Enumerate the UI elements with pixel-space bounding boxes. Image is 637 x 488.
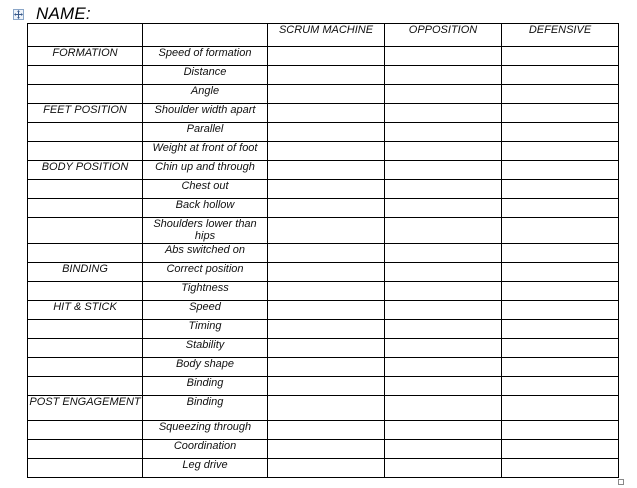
table-row	[28, 218, 619, 244]
item-cell	[143, 377, 268, 396]
opposition-cell[interactable]	[385, 377, 502, 396]
opposition-cell[interactable]	[385, 301, 502, 320]
opposition-cell[interactable]	[385, 47, 502, 66]
defensive-cell[interactable]	[502, 377, 619, 396]
item-cell	[143, 180, 268, 199]
category-cell	[28, 142, 143, 161]
category-cell-text: BODY POSITION	[41, 161, 129, 173]
opposition-cell[interactable]	[385, 320, 502, 339]
table-row	[28, 263, 619, 282]
table-row	[28, 301, 619, 320]
opposition-cell[interactable]	[385, 459, 502, 478]
defensive-cell[interactable]	[502, 320, 619, 339]
scrum-machine-cell[interactable]	[268, 218, 385, 244]
item-cell	[143, 47, 268, 66]
table-row	[28, 244, 619, 263]
category-cell-text: HIT & STICK	[53, 301, 117, 313]
table-row	[28, 396, 619, 421]
item-cell-text: Back hollow	[175, 199, 235, 211]
scrum-machine-cell[interactable]	[268, 320, 385, 339]
opposition-cell[interactable]	[385, 263, 502, 282]
defensive-cell[interactable]	[502, 47, 619, 66]
table-row	[28, 85, 619, 104]
opposition-cell[interactable]	[385, 180, 502, 199]
item-cell-text: Shoulders lower than hips	[153, 218, 257, 242]
table-row	[28, 377, 619, 396]
defensive-cell[interactable]	[502, 339, 619, 358]
item-cell	[143, 104, 268, 123]
item-cell-text: Tightness	[181, 282, 229, 294]
item-cell-text: Shoulder width apart	[154, 104, 256, 116]
table-row	[28, 104, 619, 123]
header-defensive: DEFENSIVE	[502, 24, 619, 47]
table-move-handle-icon[interactable]	[13, 9, 24, 20]
defensive-cell[interactable]	[502, 358, 619, 377]
category-cell	[28, 396, 143, 421]
item-cell-text: Stability	[185, 339, 225, 351]
item-cell	[143, 244, 268, 263]
opposition-cell[interactable]	[385, 358, 502, 377]
opposition-cell[interactable]	[385, 66, 502, 85]
item-cell	[143, 440, 268, 459]
opposition-cell[interactable]	[385, 244, 502, 263]
item-cell-text: Abs switched on	[164, 244, 246, 256]
defensive-cell[interactable]	[502, 142, 619, 161]
opposition-cell[interactable]	[385, 123, 502, 142]
table-row	[28, 339, 619, 358]
category-cell-text: BINDING	[62, 263, 108, 275]
defensive-cell[interactable]	[502, 440, 619, 459]
item-cell	[143, 396, 268, 421]
defensive-cell[interactable]	[502, 263, 619, 282]
item-cell	[143, 161, 268, 180]
item-cell	[143, 358, 268, 377]
scrum-machine-cell[interactable]	[268, 421, 385, 440]
item-cell	[143, 459, 268, 478]
category-cell	[28, 161, 143, 180]
category-cell	[28, 244, 143, 263]
category-cell	[28, 263, 143, 282]
category-cell	[28, 377, 143, 396]
defensive-cell[interactable]	[502, 396, 619, 421]
item-cell-text: Squeezing through	[158, 421, 252, 433]
scrum-machine-cell[interactable]	[268, 440, 385, 459]
category-cell	[28, 47, 143, 66]
opposition-cell[interactable]	[385, 396, 502, 421]
category-cell	[28, 104, 143, 123]
category-cell	[28, 421, 143, 440]
item-cell-text: Weight at front of foot	[152, 142, 258, 154]
category-cell-text: FORMATION	[52, 47, 118, 59]
category-cell	[28, 85, 143, 104]
category-cell	[28, 301, 143, 320]
scrum-machine-cell[interactable]	[268, 180, 385, 199]
item-cell	[143, 339, 268, 358]
table-row	[28, 142, 619, 161]
scrum-machine-cell[interactable]	[268, 263, 385, 282]
item-cell-text: Parallel	[186, 123, 224, 135]
item-cell	[143, 320, 268, 339]
table-row	[28, 66, 619, 85]
category-cell	[28, 358, 143, 377]
scrum-machine-cell[interactable]	[268, 142, 385, 161]
item-cell-text: Speed	[189, 301, 221, 313]
opposition-cell[interactable]	[385, 199, 502, 218]
category-cell	[28, 199, 143, 218]
table-row	[28, 440, 619, 459]
scrum-machine-cell[interactable]	[268, 282, 385, 301]
scrum-machine-cell[interactable]	[268, 161, 385, 180]
item-cell	[143, 85, 268, 104]
table-resize-handle-icon[interactable]	[618, 479, 624, 485]
table-row	[28, 282, 619, 301]
item-cell-text: Leg drive	[182, 459, 228, 471]
header-scrum-machine: SCRUM MACHINE	[268, 24, 385, 47]
category-cell	[28, 66, 143, 85]
item-cell-text: Body shape	[175, 358, 235, 370]
defensive-cell[interactable]	[502, 161, 619, 180]
defensive-cell[interactable]	[502, 85, 619, 104]
opposition-cell[interactable]	[385, 161, 502, 180]
header-row	[28, 24, 619, 47]
defensive-cell[interactable]	[502, 104, 619, 123]
header-item	[143, 24, 268, 47]
table-row	[28, 180, 619, 199]
opposition-cell[interactable]	[385, 218, 502, 244]
scrum-machine-cell[interactable]	[268, 66, 385, 85]
category-cell	[28, 282, 143, 301]
defensive-cell[interactable]	[502, 218, 619, 244]
header-category	[28, 24, 143, 47]
opposition-cell[interactable]	[385, 85, 502, 104]
table-row	[28, 459, 619, 478]
item-cell-text: Correct position	[166, 263, 244, 275]
category-cell	[28, 123, 143, 142]
item-cell	[143, 218, 268, 244]
item-cell	[143, 123, 268, 142]
category-cell	[28, 339, 143, 358]
defensive-cell[interactable]	[502, 301, 619, 320]
opposition-cell[interactable]	[385, 339, 502, 358]
table-row	[28, 421, 619, 440]
scrum-machine-cell[interactable]	[268, 396, 385, 421]
item-cell	[143, 142, 268, 161]
defensive-cell[interactable]	[502, 459, 619, 478]
scrum-machine-cell[interactable]	[268, 47, 385, 66]
scrum-machine-cell[interactable]	[268, 358, 385, 377]
defensive-cell[interactable]	[502, 421, 619, 440]
item-cell	[143, 66, 268, 85]
item-cell	[143, 301, 268, 320]
scrum-machine-cell[interactable]	[268, 244, 385, 263]
opposition-cell[interactable]	[385, 440, 502, 459]
scrum-machine-cell[interactable]	[268, 339, 385, 358]
category-cell-text: POST ENGAGEMENT	[29, 396, 141, 408]
page-title: NAME:	[36, 4, 91, 23]
category-cell	[28, 320, 143, 339]
defensive-cell[interactable]	[502, 123, 619, 142]
table-row	[28, 123, 619, 142]
category-cell	[28, 440, 143, 459]
item-cell-text: Angle	[190, 85, 220, 97]
scrum-machine-cell[interactable]	[268, 459, 385, 478]
item-cell	[143, 282, 268, 301]
defensive-cell[interactable]	[502, 244, 619, 263]
header-opposition: OPPOSITION	[385, 24, 502, 47]
opposition-cell[interactable]	[385, 421, 502, 440]
opposition-cell[interactable]	[385, 282, 502, 301]
assessment-table	[27, 23, 619, 478]
defensive-cell[interactable]	[502, 199, 619, 218]
table-row	[28, 199, 619, 218]
opposition-cell[interactable]	[385, 104, 502, 123]
scrum-machine-cell[interactable]	[268, 85, 385, 104]
category-cell-text: FEET POSITION	[43, 104, 127, 116]
table-row	[28, 47, 619, 66]
item-cell-text: Speed of formation	[158, 47, 252, 59]
item-cell	[143, 421, 268, 440]
item-cell-text: Binding	[186, 377, 224, 389]
table-row	[28, 161, 619, 180]
defensive-cell[interactable]	[502, 66, 619, 85]
item-cell-text: Distance	[183, 66, 227, 78]
scrum-machine-cell[interactable]	[268, 301, 385, 320]
item-cell-text: Timing	[188, 320, 222, 332]
opposition-cell[interactable]	[385, 142, 502, 161]
defensive-cell[interactable]	[502, 180, 619, 199]
category-cell	[28, 180, 143, 199]
defensive-cell[interactable]	[502, 282, 619, 301]
scrum-machine-cell[interactable]	[268, 123, 385, 142]
item-cell	[143, 199, 268, 218]
item-cell-text: Coordination	[173, 440, 237, 452]
item-cell	[143, 263, 268, 282]
category-cell	[28, 218, 143, 244]
category-cell	[28, 459, 143, 478]
item-cell-text: Binding	[186, 396, 224, 408]
scrum-machine-cell[interactable]	[268, 199, 385, 218]
scrum-machine-cell[interactable]	[268, 377, 385, 396]
scrum-machine-cell[interactable]	[268, 104, 385, 123]
item-cell-text: Chest out	[181, 180, 229, 192]
table-row	[28, 358, 619, 377]
table-row	[28, 320, 619, 339]
item-cell-text: Chin up and through	[155, 161, 255, 173]
